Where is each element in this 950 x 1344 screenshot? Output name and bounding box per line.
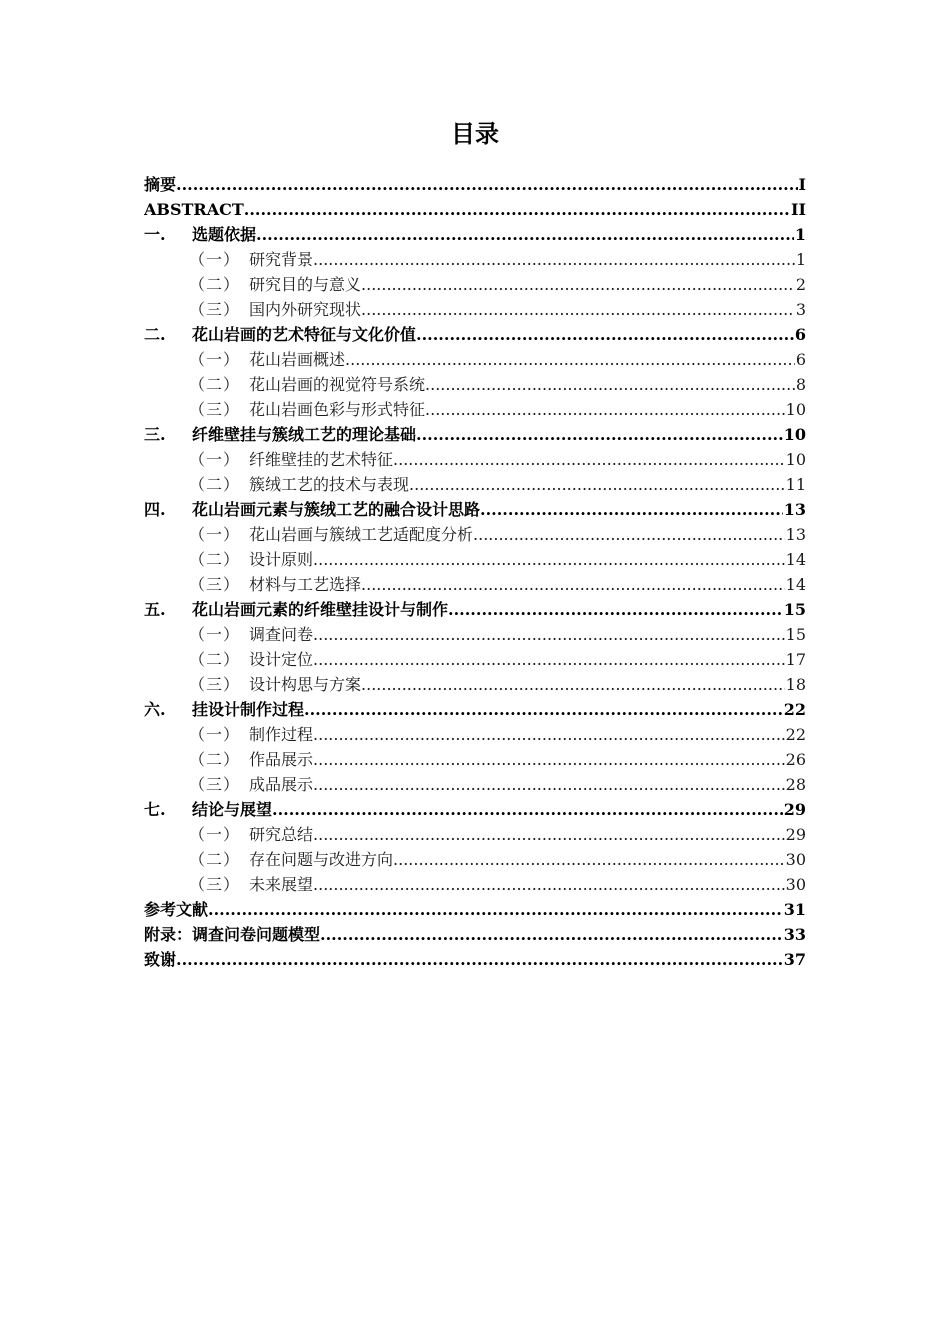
toc-entry[interactable] [144, 897, 806, 922]
toc-entry-number: （三） [189, 775, 241, 794]
toc-dot-leader [473, 522, 785, 547]
toc-entry-page-number: 22 [783, 700, 806, 719]
toc-entry-number: （一） [189, 450, 241, 469]
toc-entry-title: 摘要 [144, 175, 177, 194]
toc-entry-number: （一） [189, 350, 241, 369]
toc-entry[interactable] [144, 672, 806, 697]
toc-entry[interactable] [144, 572, 806, 597]
toc-entry[interactable] [144, 197, 806, 222]
toc-entry-title: 花山岩画的视觉符号系统 [249, 375, 426, 394]
toc-entry[interactable] [144, 372, 806, 397]
toc-entry[interactable] [144, 347, 806, 372]
toc-entry-title: 选题依据 [192, 225, 257, 244]
toc-entry-page-number: 26 [785, 750, 806, 769]
toc-entry[interactable] [144, 947, 806, 972]
toc-entry-page-number: 17 [785, 650, 806, 669]
toc-entry-title: 研究目的与意义 [249, 275, 362, 294]
toc-entry-title: 挂设计制作过程 [192, 700, 305, 719]
toc-dot-leader [313, 747, 785, 772]
toc-entry-title: 作品展示 [249, 750, 314, 769]
toc-dot-leader [345, 347, 795, 372]
toc-dot-leader [208, 897, 783, 922]
toc-entry[interactable] [144, 522, 806, 547]
toc-entry-number: （二） [189, 850, 241, 869]
toc-entry-number: （二） [189, 475, 241, 494]
toc-entry-number: 五. [144, 600, 166, 619]
toc-entry-title: 花山岩画概述 [249, 350, 346, 369]
toc-dot-leader [313, 622, 785, 647]
toc-dot-leader [256, 222, 794, 247]
toc-entry[interactable] [144, 647, 806, 672]
toc-dot-leader [393, 847, 785, 872]
toc-entry-number: （三） [189, 875, 241, 894]
toc-dot-leader [361, 297, 795, 322]
toc-dot-leader [176, 947, 783, 972]
toc-entry-page-number: 30 [785, 850, 806, 869]
toc-entry-page-number: 8 [795, 375, 806, 394]
toc-entry-page-number: 29 [785, 825, 806, 844]
toc-entry-page-number: 2 [795, 275, 806, 294]
toc-entry[interactable] [144, 247, 806, 272]
toc-entry-page-number: 1 [795, 250, 806, 269]
toc-entry-title: 参考文献 [144, 900, 209, 919]
toc-entry-page-number: 14 [785, 575, 806, 594]
toc-entry-title: 花山岩画元素的纤维壁挂设计与制作 [192, 600, 449, 619]
toc-dot-leader [448, 597, 783, 622]
toc-entry-title: 未来展望 [249, 875, 314, 894]
toc-entry-page-number: 37 [783, 950, 806, 969]
toc-entry-number: 三. [144, 425, 166, 444]
toc-entry-number: （三） [189, 575, 241, 594]
toc-entry-page-number: 30 [785, 875, 806, 894]
toc-entry-page-number: 14 [785, 550, 806, 569]
toc-dot-leader [313, 772, 785, 797]
toc-dot-leader [304, 697, 783, 722]
toc-dot-leader [425, 372, 795, 397]
toc-entry-title: 附录：调查问卷问题模型 [144, 925, 321, 944]
toc-entry-page-number: 1 [794, 225, 806, 244]
toc-entry-title: 调查问卷 [249, 625, 314, 644]
toc-entry-number: （一） [189, 725, 241, 744]
toc-entry-number: （二） [189, 275, 241, 294]
table-of-contents [144, 172, 806, 972]
toc-entry-title: 设计构思与方案 [249, 675, 362, 694]
toc-entry-number: （一） [189, 625, 241, 644]
toc-entry-page-number: 29 [783, 800, 806, 819]
toc-entry[interactable] [144, 747, 806, 772]
toc-entry[interactable] [144, 422, 806, 447]
toc-entry-title: 纤维壁挂的艺术特征 [249, 450, 394, 469]
toc-entry-title: 存在问题与改进方向 [249, 850, 394, 869]
toc-entry-title: 花山岩画的艺术特征与文化价值 [192, 325, 417, 344]
toc-entry-number: （二） [189, 550, 241, 569]
toc-entry-title: 成品展示 [249, 775, 314, 794]
toc-entry[interactable] [144, 322, 806, 347]
toc-entry[interactable] [144, 722, 806, 747]
toc-entry-page-number: 10 [783, 425, 806, 444]
toc-entry-title: 簇绒工艺的技术与表现 [249, 475, 410, 494]
toc-entry[interactable] [144, 222, 806, 247]
toc-entry[interactable] [144, 772, 806, 797]
toc-entry-page-number: 31 [783, 900, 806, 919]
toc-entry-number: 一. [144, 225, 166, 244]
toc-entry[interactable] [144, 497, 806, 522]
toc-entry-page-number: 3 [795, 300, 806, 319]
toc-entry-title: 结论与展望 [192, 800, 273, 819]
toc-entry-title: 花山岩画与簇绒工艺适配度分析 [249, 525, 474, 544]
toc-entry-number: （二） [189, 375, 241, 394]
toc-entry[interactable] [144, 547, 806, 572]
toc-dot-leader [416, 422, 783, 447]
toc-entry-page-number: 22 [785, 725, 806, 744]
toc-entry-number: 七. [144, 800, 166, 819]
toc-entry-page-number: 33 [783, 925, 806, 944]
toc-dot-leader [244, 197, 790, 222]
toc-entry-number: 六. [144, 700, 166, 719]
toc-entry-title: 花山岩画色彩与形式特征 [249, 400, 426, 419]
toc-dot-leader [176, 172, 798, 197]
toc-entry-page-number: 6 [794, 325, 806, 344]
toc-entry-number: 二. [144, 325, 166, 344]
toc-entry[interactable] [144, 447, 806, 472]
toc-entry-page-number: 15 [785, 625, 806, 644]
toc-entry[interactable] [144, 822, 806, 847]
toc-entry[interactable] [144, 597, 806, 622]
toc-entry-page-number: I [798, 175, 806, 194]
toc-entry-title: 研究总结 [249, 825, 314, 844]
toc-dot-leader [409, 472, 785, 497]
toc-entry[interactable] [144, 872, 806, 897]
toc-entry-number: （一） [189, 250, 241, 269]
toc-entry-title: 研究背景 [249, 250, 314, 269]
toc-entry-title: 设计定位 [249, 650, 314, 669]
toc-dot-leader [416, 322, 794, 347]
toc-entry-page-number: II [791, 200, 806, 219]
toc-dot-leader [313, 872, 785, 897]
toc-dot-leader [313, 247, 795, 272]
toc-dot-leader [313, 647, 785, 672]
toc-entry-title: 花山岩画元素与簇绒工艺的融合设计思路 [192, 500, 481, 519]
toc-dot-leader [361, 272, 795, 297]
toc-entry-page-number: 13 [783, 500, 806, 519]
toc-entry-title: 国内外研究现状 [249, 300, 362, 319]
toc-entry[interactable] [144, 922, 806, 947]
toc-entry[interactable] [144, 797, 806, 822]
toc-entry-number: （一） [189, 525, 241, 544]
toc-dot-leader [480, 497, 783, 522]
toc-entry-number: （二） [189, 650, 241, 669]
toc-entry[interactable] [144, 622, 806, 647]
toc-dot-leader [393, 447, 785, 472]
toc-entry[interactable] [144, 272, 806, 297]
toc-dot-leader [313, 722, 785, 747]
toc-entry[interactable] [144, 172, 806, 197]
toc-entry-page-number: 6 [795, 350, 806, 369]
toc-dot-leader [320, 922, 783, 947]
toc-entry-number: （一） [189, 825, 241, 844]
toc-dot-leader [425, 397, 785, 422]
toc-entry-number: 四. [144, 500, 166, 519]
toc-entry-number: （三） [189, 300, 241, 319]
toc-entry-page-number: 10 [785, 450, 806, 469]
toc-entry-title: 设计原则 [249, 550, 314, 569]
toc-dot-leader [313, 547, 785, 572]
toc-entry-page-number: 10 [785, 400, 806, 419]
toc-entry-page-number: 15 [783, 600, 806, 619]
toc-dot-leader [361, 572, 785, 597]
toc-entry-number: （二） [189, 750, 241, 769]
toc-entry[interactable] [144, 397, 806, 422]
toc-entry-page-number: 11 [785, 475, 806, 494]
toc-entry[interactable] [144, 472, 806, 497]
toc-entry-number: （三） [189, 400, 241, 419]
toc-entry-title: ABSTRACT [144, 200, 244, 219]
toc-entry-page-number: 28 [785, 775, 806, 794]
toc-entry[interactable] [144, 697, 806, 722]
toc-dot-leader [272, 797, 783, 822]
toc-dot-leader [361, 672, 785, 697]
toc-entry-title: 制作过程 [249, 725, 314, 744]
toc-entry-page-number: 18 [785, 675, 806, 694]
page-title: 目录 [451, 120, 499, 148]
toc-entry-number: （三） [189, 675, 241, 694]
toc-entry[interactable] [144, 297, 806, 322]
toc-entry-title: 致谢 [144, 950, 177, 969]
toc-entry[interactable] [144, 847, 806, 872]
toc-entry-page-number: 13 [785, 525, 806, 544]
toc-entry-title: 材料与工艺选择 [249, 575, 362, 594]
toc-dot-leader [313, 822, 785, 847]
toc-entry-title: 纤维壁挂与簇绒工艺的理论基础 [192, 425, 417, 444]
